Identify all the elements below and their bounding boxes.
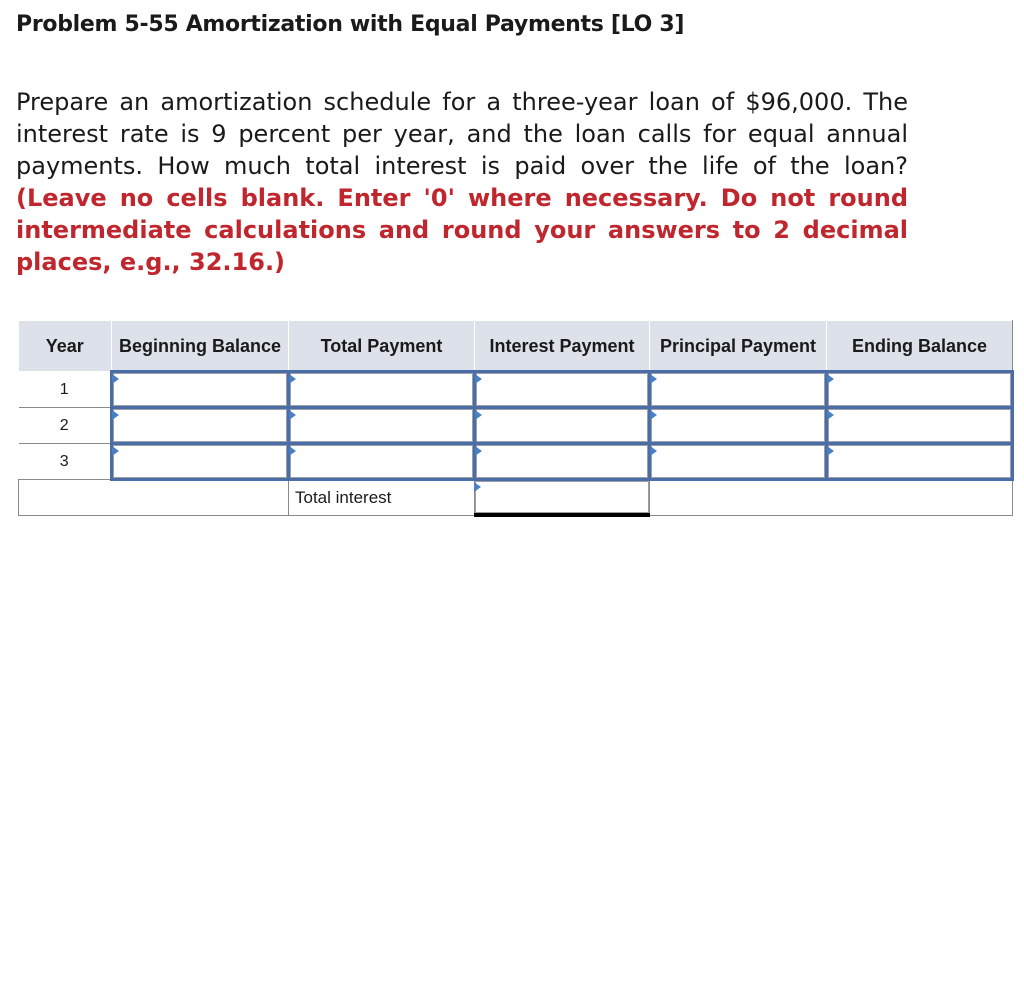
table-row [19,372,1013,408]
instructions-text: (Leave no cells blank. Enter '0' where necessary. Do not round intermediate calculations and round your answers to 2 decimal places, e.g., 32.16.) [16,184,908,276]
total-payment-input-year-1[interactable] [290,373,473,406]
total-interest-label: Total interest [289,480,475,516]
total-payment-cell[interactable] [289,408,475,444]
principal-payment-cell[interactable] [650,444,827,480]
ending-balance-cell[interactable] [827,372,1013,408]
ending-balance-input-year-3[interactable] [828,445,1011,478]
total-payment-cell[interactable] [289,372,475,408]
interest-payment-input-year-1[interactable] [476,373,648,406]
interest-payment-cell[interactable] [475,444,650,480]
beginning-balance-input-year-1[interactable] [113,373,287,406]
interest-payment-cell[interactable] [475,372,650,408]
header-total-payment: Total Payment [289,321,475,372]
problem-prompt [16,86,908,278]
interest-payment-cell[interactable] [475,408,650,444]
header-row [19,321,1013,372]
total-payment-input-year-2[interactable] [290,409,473,442]
principal-payment-cell[interactable] [650,408,827,444]
year-cell: 3 [19,444,112,480]
header-beginning-balance: Beginning Balance [112,321,289,372]
amortization-table [18,320,1014,517]
ending-balance-input-year-2[interactable] [828,409,1011,442]
problem-title: Problem 5-55 Amortization with Equal Payments [LO 3] [16,12,685,37]
header-interest-payment: Interest Payment [475,321,650,372]
principal-payment-input-year-3[interactable] [651,445,825,478]
total-interest-row [19,480,1013,516]
table-row [19,408,1013,444]
header-principal-payment: Principal Payment [650,321,827,372]
beginning-balance-input-year-2[interactable] [113,409,287,442]
principal-payment-input-year-1[interactable] [651,373,825,406]
table-row [19,444,1013,480]
prompt-text: Prepare an amortization schedule for a three-year loan of $96,000. The interest rate is 9 percent per year, and the loan calls for equal annual payments. How much total interest is paid over the life of the loan? [16,88,908,180]
year-cell: 1 [19,372,112,408]
beginning-balance-input-year-3[interactable] [113,445,287,478]
header-ending-balance: Ending Balance [827,321,1013,372]
year-cell: 2 [19,408,112,444]
total-interest-input[interactable] [475,481,649,513]
principal-payment-input-year-2[interactable] [651,409,825,442]
header-year: Year [19,321,112,372]
ending-balance-input-year-1[interactable] [828,373,1011,406]
total-row-tail [650,480,1013,516]
ending-balance-cell[interactable] [827,408,1013,444]
interest-payment-input-year-2[interactable] [476,409,648,442]
ending-balance-cell[interactable] [827,444,1013,480]
total-row-spacer [19,480,289,516]
total-interest-cell[interactable] [475,480,650,516]
principal-payment-cell[interactable] [650,372,827,408]
beginning-balance-cell[interactable] [112,444,289,480]
beginning-balance-cell[interactable] [112,408,289,444]
interest-payment-input-year-3[interactable] [476,445,648,478]
beginning-balance-cell[interactable] [112,372,289,408]
total-payment-cell[interactable] [289,444,475,480]
total-payment-input-year-3[interactable] [290,445,473,478]
